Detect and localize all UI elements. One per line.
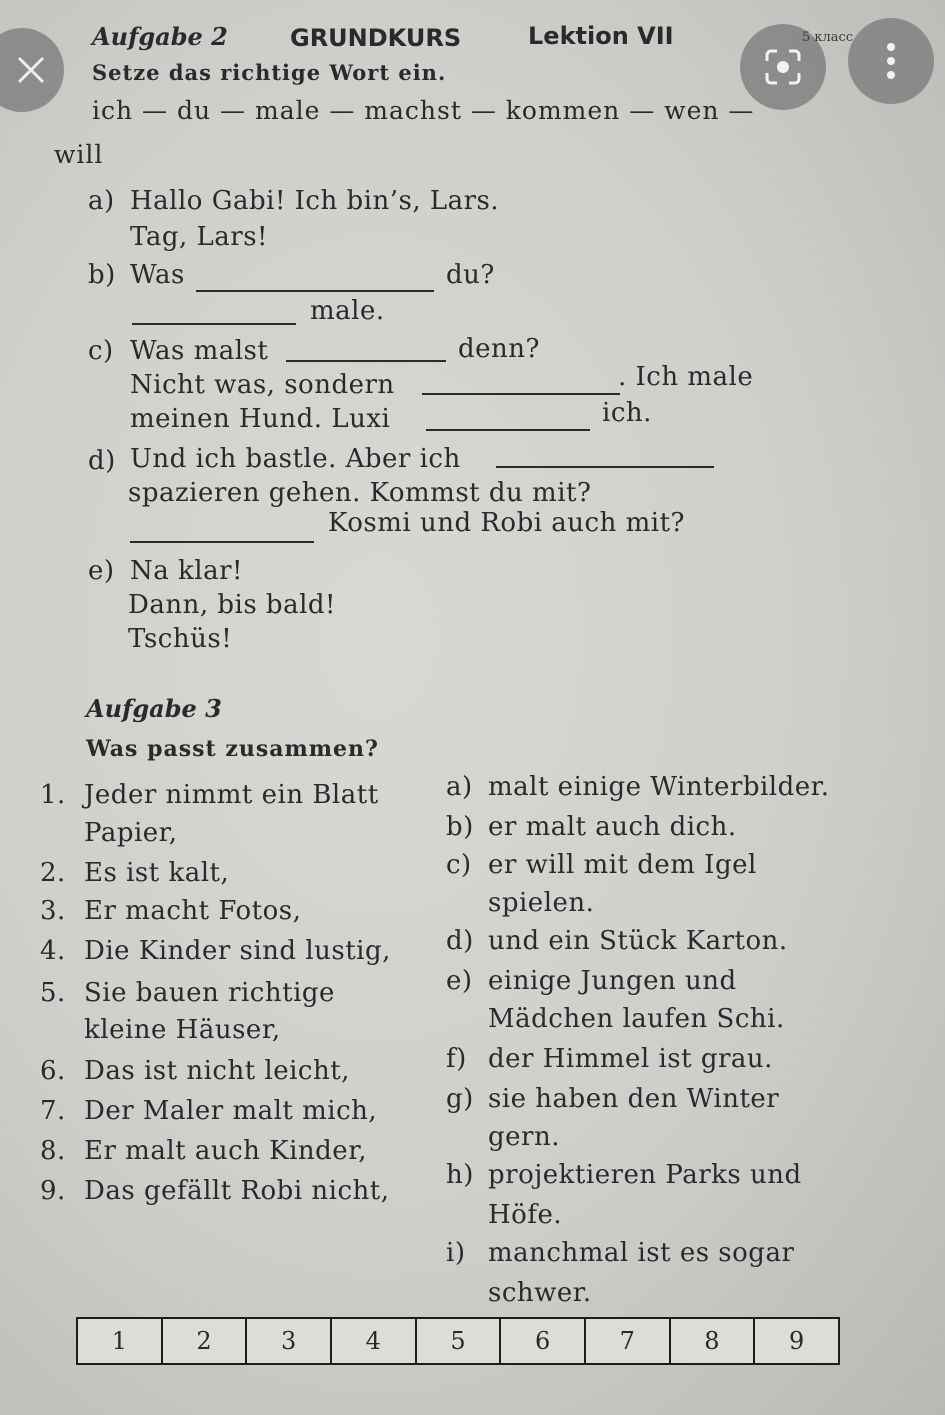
blank-c3[interactable] bbox=[426, 428, 590, 431]
left-item-text: Es ist kalt, bbox=[84, 858, 230, 888]
blank-c2[interactable] bbox=[422, 392, 620, 395]
answer-cell-3[interactable]: 3 bbox=[246, 1318, 331, 1364]
item-b-post: du? bbox=[446, 260, 495, 290]
right-item-text: projektieren Parks und bbox=[488, 1160, 802, 1190]
right-item-text: einige Jungen und bbox=[488, 966, 737, 996]
item-e-line1: Na klar! bbox=[130, 556, 243, 586]
right-item-label: b) bbox=[446, 812, 474, 842]
answer-table bbox=[76, 1317, 840, 1365]
left-item-number: 4. bbox=[40, 936, 66, 966]
right-item-text: malt einige Winterbilder. bbox=[488, 772, 830, 802]
item-c-line2-post: . Ich male bbox=[618, 362, 754, 392]
right-item-text: er malt auch dich. bbox=[488, 812, 737, 842]
word-bank-line1: ich — du — male — machst — kommen — wen — bbox=[92, 96, 755, 125]
item-b-line2: male. bbox=[310, 296, 385, 326]
task3-question: Was passt zusammen? bbox=[86, 736, 379, 762]
left-item-text: Das ist nicht leicht, bbox=[84, 1056, 350, 1086]
item-b-pre: Was bbox=[130, 260, 185, 290]
item-c-line2-pre: Nicht was, sondern bbox=[130, 370, 395, 400]
blank-b2[interactable] bbox=[132, 322, 296, 325]
close-button[interactable] bbox=[0, 28, 64, 112]
lens-search-icon bbox=[761, 45, 805, 89]
item-d-label: d) bbox=[88, 446, 116, 476]
item-c-pre: Was malst bbox=[130, 336, 269, 366]
answer-cell-8[interactable]: 8 bbox=[670, 1318, 755, 1364]
right-item-text: schwer. bbox=[488, 1278, 592, 1308]
blank-d1[interactable] bbox=[496, 465, 714, 468]
blank-d2[interactable] bbox=[130, 540, 314, 543]
right-item-label: d) bbox=[446, 926, 474, 956]
blank-b1[interactable] bbox=[196, 289, 434, 292]
word-bank-line2: will bbox=[54, 140, 104, 169]
answer-cell-5[interactable]: 5 bbox=[416, 1318, 501, 1364]
left-item-text: Das gefällt Robi nicht, bbox=[84, 1176, 390, 1206]
answer-cell-7[interactable]: 7 bbox=[585, 1318, 670, 1364]
left-item-text: Jeder nimmt ein Blatt bbox=[84, 780, 379, 810]
item-e-label: e) bbox=[88, 556, 115, 586]
item-b-label: b) bbox=[88, 260, 116, 290]
right-item-label: a) bbox=[446, 772, 473, 802]
task2-title: Aufgabe 2 bbox=[92, 22, 228, 51]
left-item-text: kleine Häuser, bbox=[84, 1015, 281, 1045]
right-item-text: manchmal ist es sogar bbox=[488, 1238, 795, 1268]
answer-cell-2[interactable]: 2 bbox=[162, 1318, 247, 1364]
left-item-text: Papier, bbox=[84, 818, 178, 848]
item-c-post: denn? bbox=[458, 334, 540, 364]
left-item-number: 7. bbox=[40, 1096, 66, 1126]
item-c-line3-post: ich. bbox=[602, 398, 652, 428]
right-item-text: gern. bbox=[488, 1122, 560, 1152]
right-item-text: sie haben den Winter bbox=[488, 1084, 780, 1114]
item-d-line3: Kosmi und Robi auch mit? bbox=[328, 508, 685, 538]
left-item-text: Er malt auch Kinder, bbox=[84, 1136, 368, 1166]
item-a-line1: Hallo Gabi! Ich bin’s, Lars. bbox=[130, 186, 500, 216]
item-d-line2: spazieren gehen. Kommst du mit? bbox=[128, 478, 592, 508]
task3-title: Aufgabe 3 bbox=[86, 694, 222, 723]
item-e-line2: Dann, bis bald! bbox=[128, 590, 336, 620]
more-vert-icon bbox=[881, 39, 901, 83]
right-item-text: er will mit dem Igel bbox=[488, 850, 757, 880]
right-item-text: der Himmel ist grau. bbox=[488, 1044, 773, 1074]
answer-cell-6[interactable]: 6 bbox=[500, 1318, 585, 1364]
right-item-label: i) bbox=[446, 1238, 466, 1268]
item-d-line1: Und ich bastle. Aber ich bbox=[130, 444, 461, 474]
answer-cell-9[interactable]: 9 bbox=[754, 1318, 839, 1364]
left-item-number: 6. bbox=[40, 1056, 66, 1086]
answer-row bbox=[77, 1318, 839, 1364]
corner-label: 5 класс bbox=[802, 30, 854, 45]
left-item-text: Sie bauen richtige bbox=[84, 978, 335, 1008]
lesson-title: Lektion VII bbox=[528, 22, 674, 50]
right-item-text: Mädchen laufen Schi. bbox=[488, 1004, 785, 1034]
right-item-text: Höfe. bbox=[488, 1200, 563, 1230]
item-e-line3: Tschüs! bbox=[128, 624, 233, 654]
left-item-number: 2. bbox=[40, 858, 66, 888]
right-item-text: und ein Stück Karton. bbox=[488, 926, 788, 956]
left-item-number: 8. bbox=[40, 1136, 66, 1166]
left-item-number: 5. bbox=[40, 978, 66, 1008]
left-item-number: 1. bbox=[40, 780, 66, 810]
item-c-line3-pre: meinen Hund. Luxi bbox=[130, 404, 391, 434]
answer-cell-1[interactable]: 1 bbox=[77, 1318, 162, 1364]
left-item-text: Er macht Fotos, bbox=[84, 896, 302, 926]
right-item-label: c) bbox=[446, 850, 472, 880]
task2-instruction: Setze das richtige Wort ein. bbox=[92, 60, 447, 85]
left-item-text: Die Kinder sind lustig, bbox=[84, 936, 391, 966]
left-item-number: 3. bbox=[40, 896, 66, 926]
close-icon bbox=[13, 52, 49, 88]
right-item-label: h) bbox=[446, 1160, 474, 1190]
right-item-text: spielen. bbox=[488, 888, 595, 918]
item-c-label: c) bbox=[88, 336, 114, 366]
course-title: GRUNDKURS bbox=[290, 24, 462, 52]
left-item-number: 9. bbox=[40, 1176, 66, 1206]
answer-cell-4[interactable]: 4 bbox=[331, 1318, 416, 1364]
item-a-line2: Tag, Lars! bbox=[130, 222, 268, 252]
right-item-label: f) bbox=[446, 1044, 467, 1074]
left-item-text: Der Maler malt mich, bbox=[84, 1096, 378, 1126]
blank-c1[interactable] bbox=[286, 359, 446, 362]
item-a-label: a) bbox=[88, 186, 115, 216]
right-item-label: e) bbox=[446, 966, 473, 996]
more-options-button[interactable] bbox=[848, 18, 934, 104]
right-item-label: g) bbox=[446, 1084, 474, 1114]
